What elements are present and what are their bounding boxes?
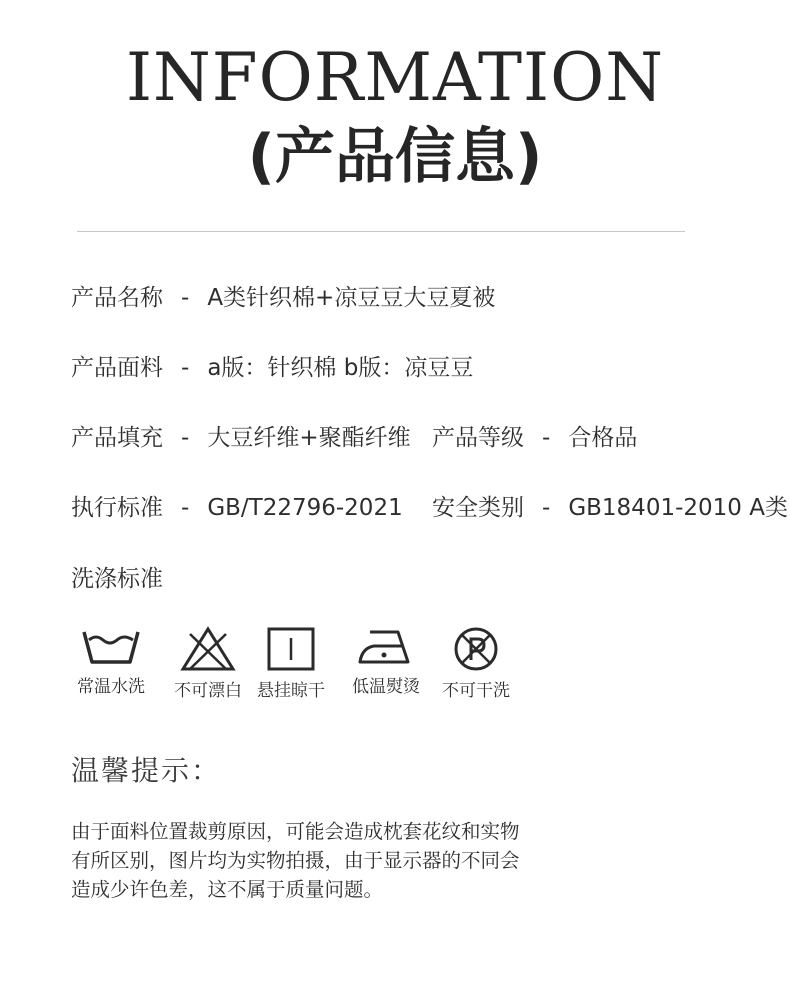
spec-value: 大豆纤维+聚酯纤维 <box>207 425 411 451</box>
care-item-wash <box>71 626 151 698</box>
tips-line: 造成少许色差，这不属于质量问题。 <box>71 878 384 901</box>
spec-label: 产品面料 <box>71 355 163 381</box>
spec-value: GB/T22796-2021 <box>207 495 403 521</box>
care-label: 不可干洗 <box>442 681 510 701</box>
spec-separator: - <box>181 495 190 521</box>
care-item-dry <box>251 626 331 702</box>
wash-basin-icon <box>81 626 141 668</box>
spec-row-washing <box>71 564 163 594</box>
page-title-english: INFORMATION <box>125 39 664 116</box>
spec-label: 洗涤标准 <box>71 566 163 592</box>
care-item-dryclean <box>436 626 516 702</box>
spec-value: GB18401-2010 A类 <box>568 495 788 521</box>
no-dry-clean-icon <box>451 626 501 672</box>
spec-row-safety <box>432 493 788 523</box>
spec-separator: - <box>542 425 551 451</box>
spec-separator: - <box>542 495 551 521</box>
spec-row-filling <box>71 423 411 453</box>
care-label: 常温水洗 <box>77 677 145 697</box>
divider <box>77 231 685 232</box>
page-title-chinese: (产品信息) <box>247 122 543 192</box>
spec-label: 产品名称 <box>71 285 163 311</box>
care-item-bleach <box>166 626 250 702</box>
tips-body <box>71 817 571 904</box>
tips-line: 有所区别，图片均为实物拍摄，由于显示器的不同会 <box>71 849 520 872</box>
no-bleach-icon <box>180 626 236 672</box>
spec-row-grade <box>432 423 637 453</box>
care-label: 低温熨烫 <box>352 677 420 697</box>
spec-row-standard <box>71 493 403 523</box>
spec-label: 产品等级 <box>432 425 524 451</box>
spec-value: 合格品 <box>568 425 638 451</box>
spec-label: 执行标准 <box>71 495 163 521</box>
tips-title: 温馨提示： <box>71 754 222 787</box>
iron-low-icon <box>356 626 416 668</box>
spec-value: a版：针织棉 b版：凉豆豆 <box>207 355 474 381</box>
care-item-iron <box>344 626 428 698</box>
spec-separator: - <box>181 355 190 381</box>
spec-value: A类针织棉+凉豆豆大豆夏被 <box>207 285 496 311</box>
care-label: 悬挂晾干 <box>257 681 325 701</box>
spec-separator: - <box>181 425 190 451</box>
spec-row-fabric <box>71 353 473 383</box>
care-label: 不可漂白 <box>174 681 242 701</box>
spec-separator: - <box>181 285 190 311</box>
line-dry-icon <box>266 626 316 672</box>
spec-label: 产品填充 <box>71 425 163 451</box>
spec-label: 安全类别 <box>432 495 524 521</box>
spec-row-name <box>71 283 495 313</box>
tips-line: 由于面料位置裁剪原因，可能会造成枕套花纹和实物 <box>71 820 520 843</box>
